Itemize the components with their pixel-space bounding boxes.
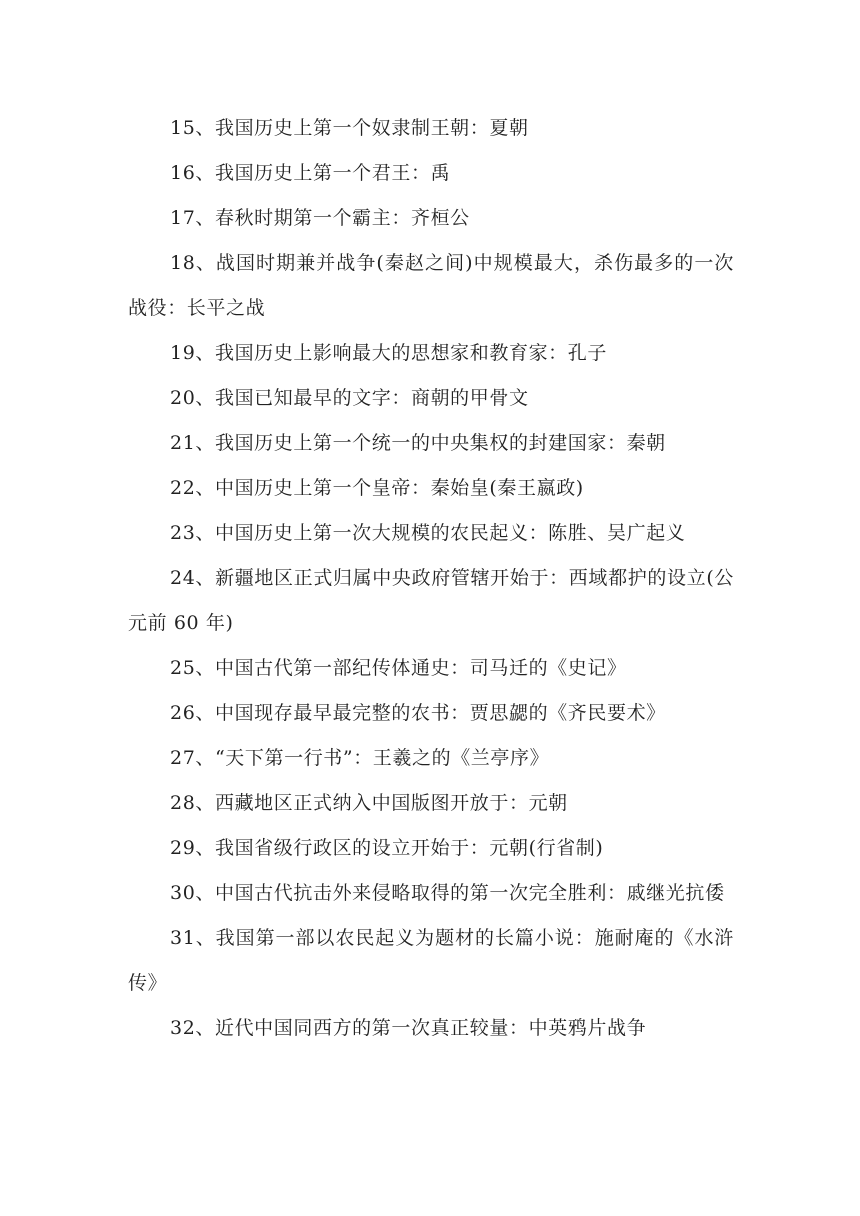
list-item: 27、“天下第一行书”：王羲之的《兰亭序》: [170, 747, 550, 769]
list-item: 22、中国历史上第一个皇帝：秦始皇(秦王嬴政): [170, 477, 584, 499]
list-item: 26、中国现存最早最完整的农书：贾思勰的《齐民要术》: [170, 702, 666, 724]
list-item: 32、近代中国同西方的第一次真正较量：中英鸦片战争: [170, 1017, 647, 1039]
list-item: 18、战国时期兼并战争(秦赵之间)中规模最大，杀伤最多的一次战役：长平之战: [128, 252, 734, 319]
list-item: 25、中国古代第一部纪传体通史：司马迁的《史记》: [170, 657, 627, 679]
document-body: [128, 106, 734, 1051]
list-item: 21、我国历史上第一个统一的中央集权的封建国家：秦朝: [170, 432, 666, 454]
list-item: 24、新疆地区正式归属中央政府管辖开始于：西域都护的设立(公元前 60 年): [128, 567, 734, 634]
list-item: 28、西藏地区正式纳入中国版图开放于：元朝: [170, 792, 568, 814]
list-item: 17、春秋时期第一个霸主：齐桓公: [170, 207, 470, 229]
list-item: 20、我国已知最早的文字：商朝的甲骨文: [170, 387, 529, 409]
list-item: 29、我国省级行政区的设立开始于：元朝(行省制): [170, 837, 604, 859]
list-item: 31、我国第一部以农民起义为题材的长篇小说：施耐庵的《水浒传》: [128, 927, 734, 994]
list-item: 23、中国历史上第一次大规模的农民起义：陈胜、吴广起义: [170, 522, 686, 544]
list-item: 15、我国历史上第一个奴隶制王朝：夏朝: [170, 117, 529, 139]
list-item: 16、我国历史上第一个君王：禹: [170, 162, 451, 184]
list-item: 19、我国历史上影响最大的思想家和教育家：孔子: [170, 342, 607, 364]
list-item: 30、中国古代抗击外来侵略取得的第一次完全胜利：戚继光抗倭: [170, 882, 725, 904]
